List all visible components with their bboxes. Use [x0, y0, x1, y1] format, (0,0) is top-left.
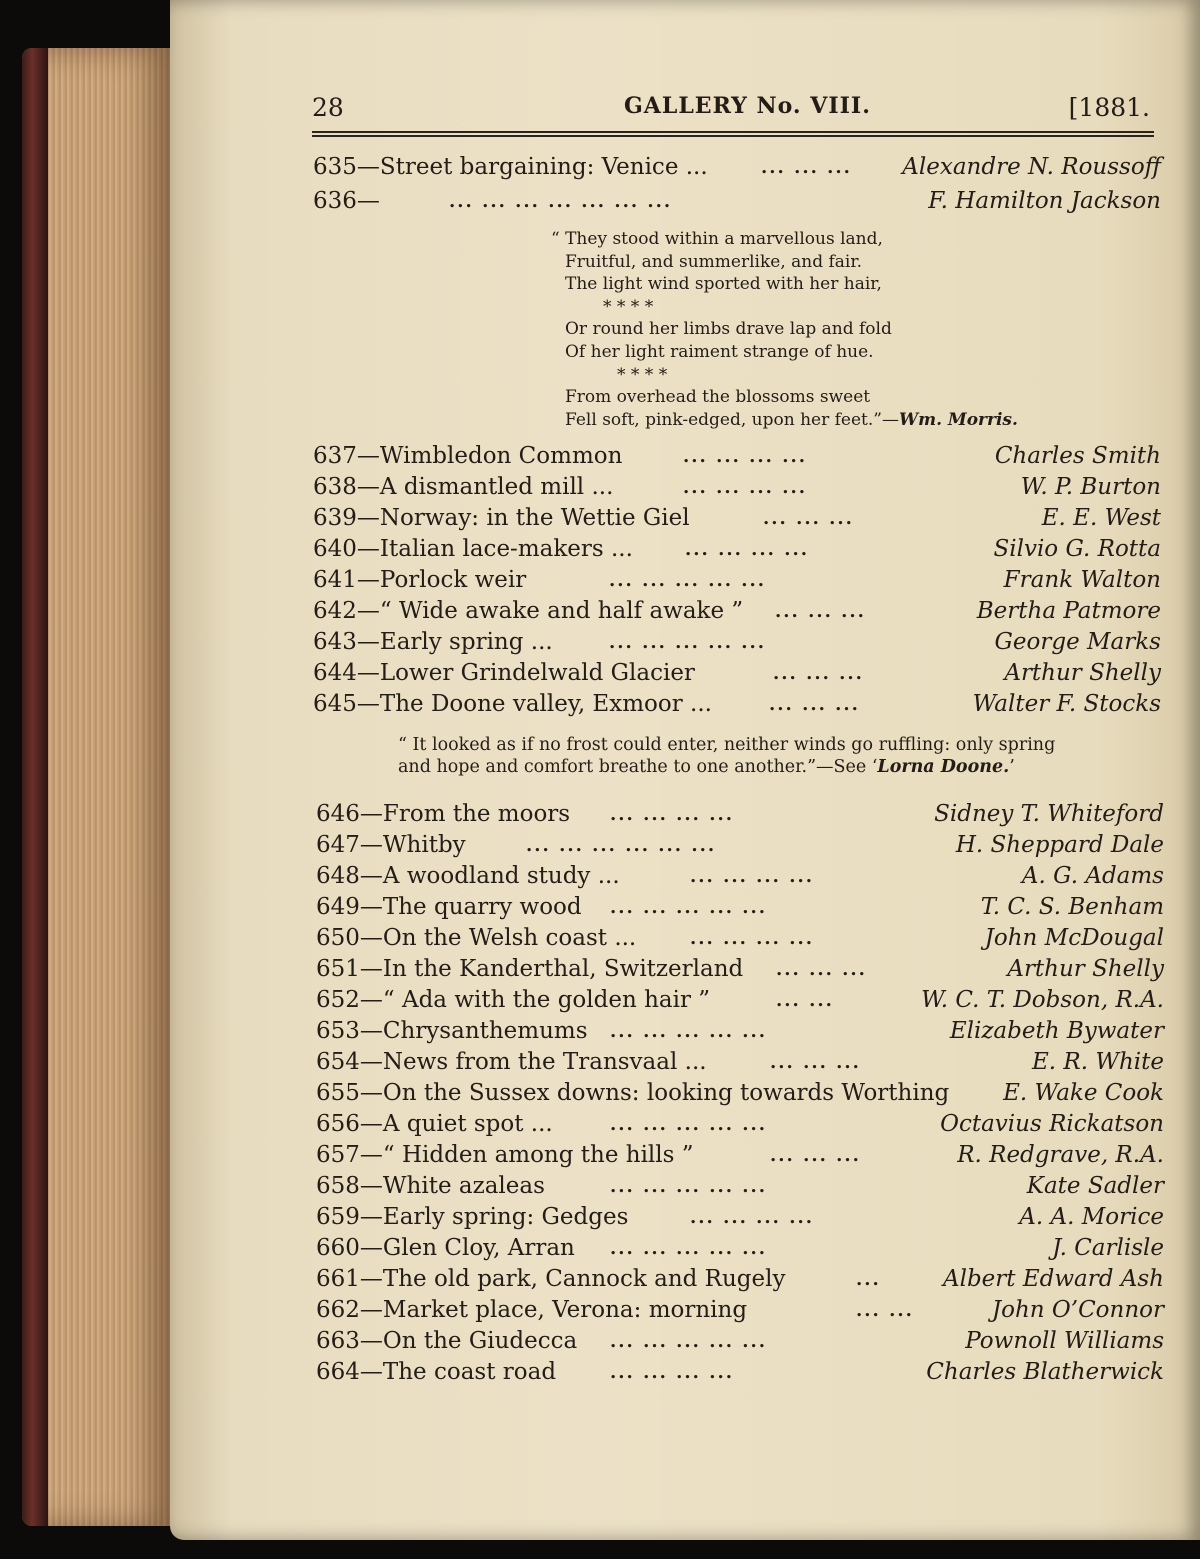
catalogue-entry-638 — [313, 472, 1161, 503]
entry-artist: H. Sheppard Dale — [955, 832, 1164, 858]
entry-leader-dots: ... ... ... — [770, 1145, 861, 1166]
entry-title: 654—News from the Transvaal ... — [316, 1049, 707, 1075]
entry-title: 652—“ Ada with the golden hair ” — [316, 987, 711, 1013]
entry-leader-dots: ... ... ... ... ... — [609, 632, 767, 653]
entry-title: 653—Chrysanthemums — [316, 1018, 588, 1044]
entry-leader-dots: ... ... ... ... ... — [610, 897, 768, 918]
entry-artist: A. G. Adams — [1021, 863, 1164, 889]
entry-title: 657—“ Hidden among the hills ” — [316, 1142, 694, 1168]
entry-leader-dots: ... ... ... — [775, 601, 866, 622]
entry-leader-dots: ... ... ... ... — [690, 1207, 814, 1228]
entry-artist: John O’Connor — [991, 1297, 1164, 1323]
catalogue-entry-662 — [316, 1295, 1164, 1326]
entry-artist: Albert Edward Ash — [942, 1266, 1164, 1292]
catalogue-entry-645 — [313, 689, 1161, 720]
entry-title: 643—Early spring ... — [313, 629, 553, 655]
poem-line: Fruitful, and summerlike, and fair. — [565, 251, 863, 272]
entry-leader-dots: ... ... ... — [761, 157, 852, 178]
catalogue-entry-639 — [313, 503, 1161, 534]
entry-leader-dots: ... ... ... ... — [610, 804, 734, 825]
entry-artist: A. A. Morice — [1019, 1204, 1164, 1230]
entry-leader-dots: ... ... ... — [763, 508, 854, 529]
entry-title: 640—Italian lace-makers ... — [313, 536, 633, 562]
catalogue-entry-656 — [316, 1109, 1164, 1140]
catalogue-entry-647 — [316, 830, 1164, 861]
catalogue-entry-664 — [316, 1357, 1164, 1388]
entry-title: 660—Glen Cloy, Arran — [316, 1235, 575, 1261]
entry-artist: Charles Smith — [994, 443, 1161, 469]
entry-artist: John McDougal — [984, 925, 1164, 951]
entry-artist: Pownoll Williams — [965, 1328, 1164, 1354]
catalogue-entry-648 — [316, 861, 1164, 892]
catalogue-entry-651 — [316, 954, 1164, 985]
entry-title: 644—Lower Grindelwald Glacier — [313, 660, 695, 686]
entry-title: 651—In the Kanderthal, Switzerland — [316, 956, 744, 982]
catalogue-entry-655 — [316, 1078, 1164, 1109]
entry-title: 649—The quarry wood — [316, 894, 582, 920]
poem-line: “ They stood within a marvellous land, — [551, 229, 883, 249]
entry-leader-dots: ... ... ... ... ... — [610, 1176, 768, 1197]
entry-artist: Silvio G. Rotta — [993, 536, 1161, 562]
catalogue-entry-661 — [316, 1264, 1164, 1295]
poem-line: Or round her limbs drave lap and fold — [565, 319, 892, 340]
entry-title: 645—The Doone valley, Exmoor ... — [313, 691, 712, 717]
entry-leader-dots: ... ... ... ... — [685, 539, 809, 560]
catalogue-entry-657 — [316, 1140, 1164, 1171]
entry-title: 661—The old park, Cannock and Rugely — [316, 1266, 786, 1292]
entry-leader-dots: ... ... ... ... — [683, 477, 807, 498]
header-rule-bottom — [312, 135, 1154, 137]
entry-artist: Octavius Rickatson — [940, 1111, 1164, 1137]
entry-title: 664—The coast road — [316, 1359, 557, 1385]
entry-title: 636— — [313, 188, 380, 214]
entry-leader-dots: ... ... ... ... ... ... ... — [449, 191, 673, 212]
entry-leader-dots: ... ... ... ... ... — [610, 1331, 768, 1352]
page-number: 28 — [312, 93, 344, 122]
entry-leader-dots: ... ... ... ... ... ... — [526, 835, 717, 856]
poem-line: Fell soft, pink-edged, upon her feet.”— — [565, 409, 899, 430]
entry-title: 663—On the Giudecca — [316, 1328, 578, 1354]
catalogue-entry-643 — [313, 627, 1161, 658]
entry-artist: W. P. Burton — [1020, 474, 1161, 500]
catalogue-entry-653 — [316, 1016, 1164, 1047]
entry-leader-dots: ... ... ... ... — [683, 446, 807, 467]
entry-artist: Bertha Patmore — [976, 598, 1161, 624]
quote-citation-title: Lorna Doone. — [877, 757, 1010, 777]
poem-line: Of her light raiment strange of hue. — [565, 341, 874, 362]
poem-citation: Wm. Morris. — [898, 409, 1018, 430]
entry-leader-dots: ... ... ... ... ... — [610, 1238, 768, 1259]
entry-artist: T. C. S. Benham — [980, 894, 1164, 920]
entry-leader-dots: ... ... ... — [773, 663, 864, 684]
header-rule-top — [312, 131, 1154, 133]
catalogue-entry-659 — [316, 1202, 1164, 1233]
entry-title: 656—A quiet spot ... — [316, 1111, 553, 1137]
entry-title: 659—Early spring: Gedges — [316, 1204, 629, 1230]
entry-leader-dots: ... ... ... ... — [690, 928, 814, 949]
entry-artist: Charles Blatherwick — [926, 1359, 1164, 1385]
entry-leader-dots: ... ... ... ... — [610, 1362, 734, 1383]
entry-artist: Elizabeth Bywater — [949, 1018, 1164, 1044]
poem-ellipsis-stars: * * * * — [617, 364, 668, 385]
quote-line-with-citation — [398, 756, 1098, 778]
poem-line: From overhead the blossoms sweet — [565, 387, 871, 408]
page-title: GALLERY No. VIII. — [624, 93, 871, 119]
poem-line: The light wind sported with her hair, — [565, 274, 882, 295]
page-header — [312, 93, 1150, 129]
entry-title: 638—A dismantled mill ... — [313, 474, 614, 500]
entry-artist: Sidney T. Whiteford — [934, 801, 1164, 827]
catalogue-entry-640 — [313, 534, 1161, 565]
entry-leader-dots: ... ... — [776, 990, 834, 1011]
poem-line-with-citation — [565, 409, 1035, 432]
entry-title: 637—Wimbledon Common — [313, 443, 623, 469]
poem-ellipsis-stars: * * * * — [603, 296, 654, 317]
entry-artist: J. Carlisle — [1052, 1235, 1164, 1261]
catalogue-entry-636 — [313, 186, 1161, 217]
entry-title: 662—Market place, Verona: morning — [316, 1297, 748, 1323]
page-year: [1881. — [1068, 93, 1150, 122]
entry-title: 639—Norway: in the Wettie Giel — [313, 505, 690, 531]
entry-leader-dots: ... ... ... — [776, 959, 867, 980]
entry-title: 648—A woodland study ... — [316, 863, 620, 889]
entry-title: 655—On the Sussex downs: looking towards Worthing — [316, 1080, 950, 1106]
entry-artist: Frank Walton — [1003, 567, 1161, 593]
entry-leader-dots: ... ... ... — [770, 1052, 861, 1073]
entry-artist: Walter F. Stocks — [972, 691, 1161, 717]
entry-title: 647—Whitby — [316, 832, 466, 858]
book-spine — [22, 48, 48, 1526]
entry-artist: W. C. T. Dobson, R.A. — [921, 987, 1164, 1013]
entry-leader-dots: ... — [856, 1269, 881, 1290]
quote-line: “ It looked as if no frost could enter, neither winds go ruffling: only spring — [398, 735, 1056, 755]
entry-artist: Arthur Shelly — [1004, 660, 1161, 686]
entry-leader-dots: ... ... ... ... ... — [610, 1114, 768, 1135]
entry-artist: F. Hamilton Jackson — [928, 188, 1161, 214]
lorna-doone-quotation — [398, 734, 1098, 778]
entry-title: 635—Street bargaining: Venice ... — [313, 154, 708, 180]
entry-artist: E. R. White — [1031, 1049, 1164, 1075]
entry-leader-dots: ... ... ... ... ... — [609, 570, 767, 591]
catalogue-entry-644 — [313, 658, 1161, 689]
catalogue-entry-658 — [316, 1171, 1164, 1202]
entry-artist: Kate Sadler — [1026, 1173, 1164, 1199]
catalogue-entry-649 — [316, 892, 1164, 923]
catalogue-entry-650 — [316, 923, 1164, 954]
entry-artist: E. Wake Cook — [1003, 1080, 1164, 1106]
entry-artist: George Marks — [994, 629, 1161, 655]
entry-artist: E. E. West — [1041, 505, 1161, 531]
entry-title: 646—From the moors — [316, 801, 571, 827]
quote-line: and hope and comfort breathe to one another.”—See ‘ — [398, 757, 878, 777]
entry-artist: Arthur Shelly — [1007, 956, 1164, 982]
entry-artist: Alexandre N. Roussoff — [902, 154, 1161, 180]
entry-title: 658—White azaleas — [316, 1173, 545, 1199]
entry-title: 650—On the Welsh coast ... — [316, 925, 637, 951]
entry-leader-dots: ... ... ... ... ... — [610, 1021, 768, 1042]
entry-leader-dots: ... ... — [856, 1300, 914, 1321]
catalogue-entry-660 — [316, 1233, 1164, 1264]
catalogue-entry-663 — [316, 1326, 1164, 1357]
catalogue-entry-637 — [313, 441, 1161, 472]
catalogue-entry-641 — [313, 565, 1161, 596]
entry-leader-dots: ... ... ... ... — [690, 866, 814, 887]
catalogue-entry-654 — [316, 1047, 1164, 1078]
entry-title: 641—Porlock weir — [313, 567, 527, 593]
catalogue-entry-642 — [313, 596, 1161, 627]
entry-leader-dots: ... ... ... — [769, 694, 860, 715]
quote-closing-mark: ’ — [1009, 757, 1015, 777]
catalogue-entry-646 — [316, 799, 1164, 830]
catalogue-entry-635 — [313, 152, 1161, 183]
entry-title: 642—“ Wide awake and half awake ” — [313, 598, 744, 624]
entry-artist: R. Redgrave, R.A. — [957, 1142, 1164, 1168]
poem-quotation — [551, 228, 1035, 431]
catalogue-entry-652 — [316, 985, 1164, 1016]
